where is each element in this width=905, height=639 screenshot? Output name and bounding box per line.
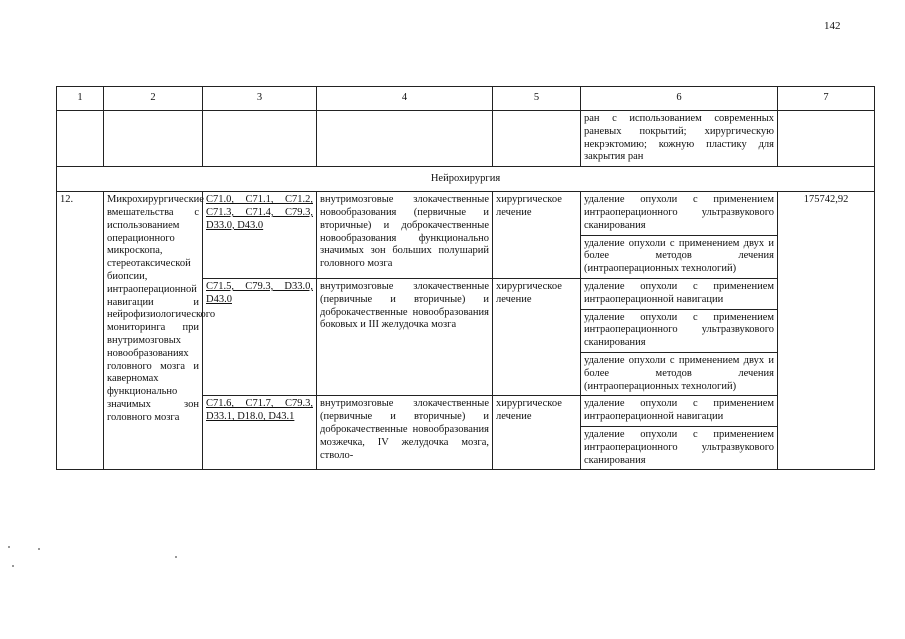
row-number: 12. <box>57 192 104 470</box>
treatment-type: хирургическое лечение <box>493 192 581 279</box>
table-row <box>57 192 875 235</box>
column-header: 6 <box>581 87 778 111</box>
column-header: 5 <box>493 87 581 111</box>
method: удаление опухоли с применением интраоперационного ультразвукового сканирования <box>581 192 778 235</box>
price: 175742,92 <box>778 192 875 470</box>
method: удаление опухоли с применением интраоперационного ультразвукового сканирования <box>581 426 778 469</box>
treatment-type: хирургическое лечение <box>493 396 581 470</box>
patient-model: внутримозговые злокачественные (первичные и вторичные) и доброкачественные новообразования мозжечка, IV желудочка мозга, стволо- <box>317 396 493 470</box>
diagnosis-codes: C71.5, C79.3, D33.0, D43.0 <box>203 278 317 395</box>
column-header: 3 <box>203 87 317 111</box>
scan-speck <box>38 548 40 550</box>
method: удаление опухоли с применением интраоперационного ультразвукового сканирования <box>581 309 778 352</box>
patient-model: внутримозговые злокачественные (первичные и вторичные) и доброкачественные новообразования боковых и III желудочка мозга <box>317 278 493 395</box>
scan-speck <box>175 556 177 558</box>
procedures-table <box>56 86 875 470</box>
diagnosis-codes: C71.0, C71.1, C71.2, C71.3, C71.4, C79.3, D33.0, D43.0 <box>203 192 317 279</box>
scan-speck <box>8 546 10 548</box>
method: удаление опухоли с применением двух и более методов лечения (интраоперационных технологий) <box>581 352 778 395</box>
patient-model: внутримозговые злокачественные новообразования (первичные и вторичные) и доброкачественные новообразования функционально значимых зон больших полушарий головного мозга <box>317 192 493 279</box>
column-header: 1 <box>57 87 104 111</box>
row-name: Микрохирургические вмешательства с использованием операционного микроскопа, стереотаксической биопсии, интраоперационной навигации и нейрофизиологического мониторинга при внутримозговых новообразованиях головного мозга и каверномах функционально значимых зон головного мозга <box>104 192 203 470</box>
column-header: 2 <box>104 87 203 111</box>
treatment-type: хирургическое лечение <box>493 278 581 395</box>
section-title: Нейрохирургия <box>57 167 875 192</box>
method: удаление опухоли с применением интраоперационной навигации <box>581 278 778 309</box>
continuation-cell: ран с использованием современных раневых покрытий; хирургическую некрэктомию; кожную пластику для закрытия ран <box>581 111 778 167</box>
header-row <box>57 87 875 111</box>
section-row <box>57 167 875 192</box>
diagnosis-codes: C71.6, C71.7, C79.3, D33.1, D18.0, D43.1 <box>203 396 317 470</box>
page-number: 142 <box>824 20 841 32</box>
column-header: 7 <box>778 87 875 111</box>
method: удаление опухоли с применением двух и более методов лечения (интраоперационных технологий) <box>581 235 778 278</box>
method: удаление опухоли с применением интраоперационной навигации <box>581 396 778 427</box>
continuation-row <box>57 111 875 167</box>
column-header: 4 <box>317 87 493 111</box>
scan-speck <box>12 565 14 567</box>
